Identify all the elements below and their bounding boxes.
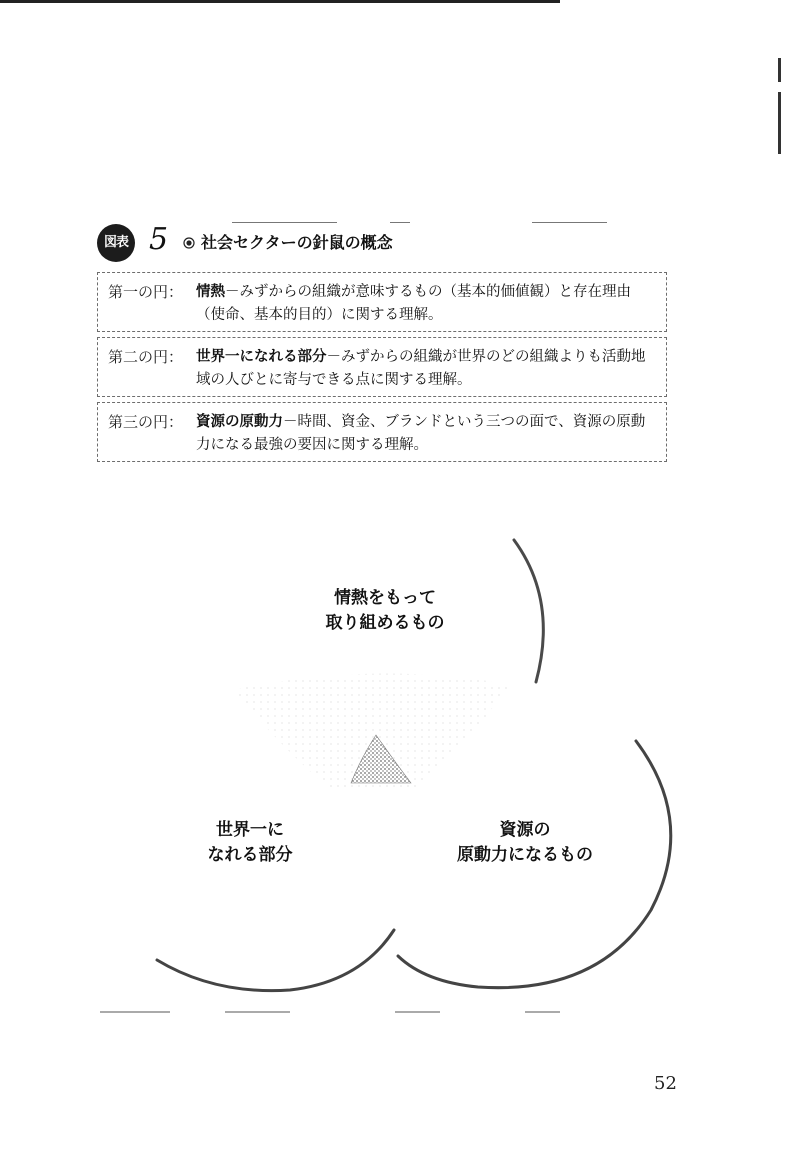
definition-label: 第一の円：	[108, 283, 184, 301]
top-edge-rule	[0, 0, 560, 3]
definition-body: －みずからの組織が世界のどの組織よりも活動地域の人びとに寄与できる点に関する理解。	[196, 349, 646, 388]
circle-label-best-in-world	[175, 818, 325, 868]
decorative-rule	[232, 222, 337, 223]
decorative-rule	[390, 222, 410, 223]
definition-label: 第三の円：	[108, 413, 184, 431]
definition-term: 世界一になれる部分	[196, 349, 327, 365]
definition-text	[196, 346, 658, 392]
definition-term: 情熱	[196, 284, 225, 300]
definition-row	[97, 402, 667, 462]
decorative-rule	[532, 222, 607, 223]
page-number: 52	[654, 1073, 677, 1094]
circle-label-line: 取り組めるもの	[325, 613, 445, 633]
circle-label-line: 原動力になるもの	[457, 845, 593, 865]
figure-title: 社会セクターの針鼠の概念	[201, 233, 393, 252]
circle-label-resource-engine	[430, 818, 620, 868]
definition-text	[196, 281, 658, 327]
definition-body: －みずからの組織が意味するもの（基本的価値観）と存在理由（使命、基本的目的）に関する理解。	[196, 284, 631, 323]
circle-label-line: 資源の	[499, 820, 551, 840]
definition-row	[97, 272, 667, 332]
definition-term: 資源の原動力	[196, 414, 283, 430]
circle-label-line: 情熱をもって	[334, 588, 436, 608]
figure-badge: 図表	[97, 224, 135, 262]
definition-row	[97, 337, 667, 397]
circle-top-arc	[514, 540, 543, 682]
figure-number: 5	[149, 222, 169, 257]
overlap-haze	[232, 674, 510, 790]
circle-left-arc	[157, 930, 394, 991]
definition-body: －時間、資金、ブランドという三つの面で、資源の原動力になる最強の要因に関する理解。	[196, 414, 646, 453]
circle-label-line: なれる部分	[207, 845, 293, 865]
circle-label-passion	[300, 586, 470, 636]
figure-header	[97, 224, 657, 264]
circle-label-line: 世界一に	[216, 820, 284, 840]
scan-edge-mark	[778, 92, 781, 154]
bullet-icon	[183, 237, 195, 249]
center-intersection-shape	[351, 735, 411, 783]
definition-label: 第二の円：	[108, 348, 184, 366]
definition-text	[196, 411, 658, 457]
scan-edge-mark	[778, 58, 781, 82]
